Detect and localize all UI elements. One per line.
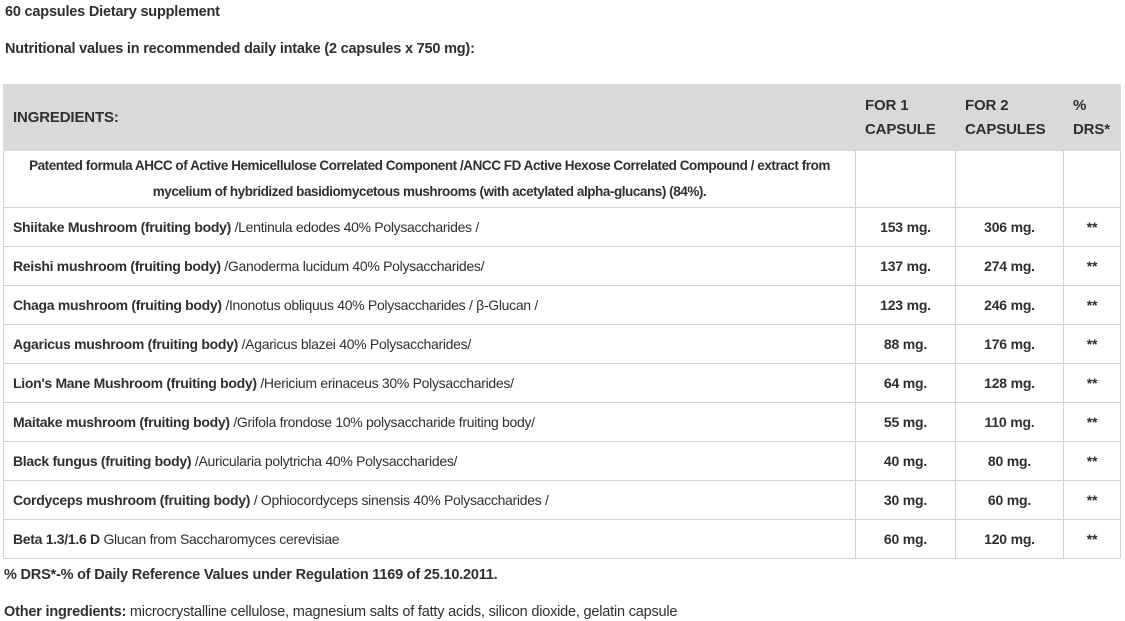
ingredient-row [4, 286, 1121, 325]
ingredient-row [4, 208, 1121, 247]
ingredient-name-detail: /Lentinula edodes 40% Polysaccharides / [230, 219, 479, 235]
ingredient-name-bold: Reishi mushroom (fruiting body) [13, 258, 221, 274]
drs-value: ** [1064, 364, 1121, 403]
table-body [4, 151, 1121, 559]
value-for-1-capsule: 30 mg. [856, 481, 956, 520]
formula-empty-cell-2 [956, 151, 1064, 208]
ingredient-name-detail: /Grifola frondose 10% polysaccharide fruiting body/ [229, 414, 535, 430]
footnote-other-ingredients [4, 604, 1125, 621]
header-for2-line1: FOR 2 [965, 96, 1009, 114]
ingredient-name-bold: Cordyceps mushroom (fruiting body) [13, 492, 251, 508]
ingredient-name-detail: /Hericium erinaceus 30% Polysaccharides/ [256, 375, 514, 391]
value-for-2-capsules: 246 mg. [956, 286, 1064, 325]
ingredient-row [4, 442, 1121, 481]
header-for2-line2: CAPSULES [965, 120, 1046, 138]
ingredient-name-bold: Chaga mushroom (fruiting body) [13, 297, 222, 313]
value-for-1-capsule: 64 mg. [856, 364, 956, 403]
value-for-1-capsule: 88 mg. [856, 325, 956, 364]
ingredient-name-bold: Black fungus (fruiting body) [13, 453, 192, 469]
value-for-2-capsules: 274 mg. [956, 247, 1064, 286]
ingredients-table [3, 84, 1121, 559]
value-for-2-capsules: 60 mg. [956, 481, 1064, 520]
ingredient-name [4, 442, 856, 481]
formula-empty-cell-1 [856, 151, 956, 208]
footnote-drs: % DRS*-% of Daily Reference Values under Regulation 1169 of 25.10.2011. [4, 567, 498, 583]
ingredient-row [4, 247, 1121, 286]
header-for1-line2: CAPSULE [865, 120, 936, 138]
value-for-1-capsule: 55 mg. [856, 403, 956, 442]
header-for1-line1: FOR 1 [865, 96, 909, 114]
value-for-1-capsule: 60 mg. [856, 520, 956, 559]
formula-description: Patented formula AHCC of Active Hemicellulose Correlated Component /ANCC FD Active Hexose Correlated Compound / extract from mycelium of hybridized basidiomycetous mushrooms (with acetylated alpha-glucans) (84%). [4, 151, 856, 208]
drs-value: ** [1064, 286, 1121, 325]
ingredient-name-detail: /Auricularia polytricha 40% Polysaccharides/ [191, 453, 458, 469]
table-header-row [4, 85, 1121, 151]
value-for-2-capsules: 128 mg. [956, 364, 1064, 403]
header-ingredients-label: INGREDIENTS: [13, 108, 119, 126]
ingredient-row [4, 481, 1121, 520]
value-for-1-capsule: 40 mg. [856, 442, 956, 481]
ingredient-name [4, 520, 856, 559]
table-header [4, 85, 1121, 151]
formula-row [4, 151, 1121, 208]
formula-empty-cell-3 [1064, 151, 1121, 208]
ingredient-name [4, 481, 856, 520]
drs-value: ** [1064, 247, 1121, 286]
drs-value: ** [1064, 208, 1121, 247]
ingredient-row [4, 520, 1121, 559]
header-drs-line2: DRS* [1073, 120, 1110, 138]
ingredient-name-bold: Maitake mushroom (fruiting body) [13, 414, 230, 430]
ingredient-name [4, 247, 856, 286]
header-percent-drs [1064, 85, 1121, 151]
drs-value: ** [1064, 325, 1121, 364]
ingredient-name-detail: /Inonotus obliquus 40% Polysaccharides / β-Glucan / [221, 297, 538, 313]
value-for-1-capsule: 123 mg. [856, 286, 956, 325]
header-for-2-capsules [956, 85, 1064, 151]
value-for-2-capsules: 176 mg. [956, 325, 1064, 364]
value-for-2-capsules: 120 mg. [956, 520, 1064, 559]
header-ingredients [4, 85, 856, 151]
ingredient-name [4, 325, 856, 364]
ingredient-row [4, 364, 1121, 403]
ingredient-name-bold: Shiitake Mushroom (fruiting body) [13, 219, 231, 235]
header-drs-line1: % [1073, 96, 1087, 114]
ingredient-name-detail: Glucan from Saccharomyces cerevisiae [99, 531, 340, 547]
ingredient-name-bold: Beta 1.3/1.6 D [13, 531, 100, 547]
ingredient-name [4, 364, 856, 403]
ingredient-name-bold: Lion's Mane Mushroom (fruiting body) [13, 375, 257, 391]
drs-value: ** [1064, 520, 1121, 559]
drs-value: ** [1064, 481, 1121, 520]
page-title: 60 capsules Dietary supplement [5, 4, 220, 20]
value-for-2-capsules: 80 mg. [956, 442, 1064, 481]
ingredient-name [4, 403, 856, 442]
ingredient-name-detail: / Ophiocordyceps sinensis 40% Polysaccharides / [250, 492, 549, 508]
other-ingredients-label: Other ingredients: [4, 604, 127, 620]
value-for-1-capsule: 153 mg. [856, 208, 956, 247]
value-for-2-capsules: 110 mg. [956, 403, 1064, 442]
ingredient-name [4, 208, 856, 247]
ingredient-row [4, 403, 1121, 442]
drs-value: ** [1064, 403, 1121, 442]
drs-value: ** [1064, 442, 1121, 481]
ingredient-name-detail: /Ganoderma lucidum 40% Polysaccharides/ [220, 258, 485, 274]
ingredient-name [4, 286, 856, 325]
ingredient-name-bold: Agaricus mushroom (fruiting body) [13, 336, 238, 352]
other-ingredients-text: microcrystalline cellulose, magnesium salts of fatty acids, silicon dioxide, gelatin capsule [126, 604, 678, 620]
value-for-2-capsules: 306 mg. [956, 208, 1064, 247]
header-for-1-capsule [856, 85, 956, 151]
ingredient-name-detail: /Agaricus blazei 40% Polysaccharides/ [238, 336, 471, 352]
ingredient-row [4, 325, 1121, 364]
value-for-1-capsule: 137 mg. [856, 247, 956, 286]
page-subtitle: Nutritional values in recommended daily intake (2 capsules x 750 mg): [5, 41, 475, 57]
